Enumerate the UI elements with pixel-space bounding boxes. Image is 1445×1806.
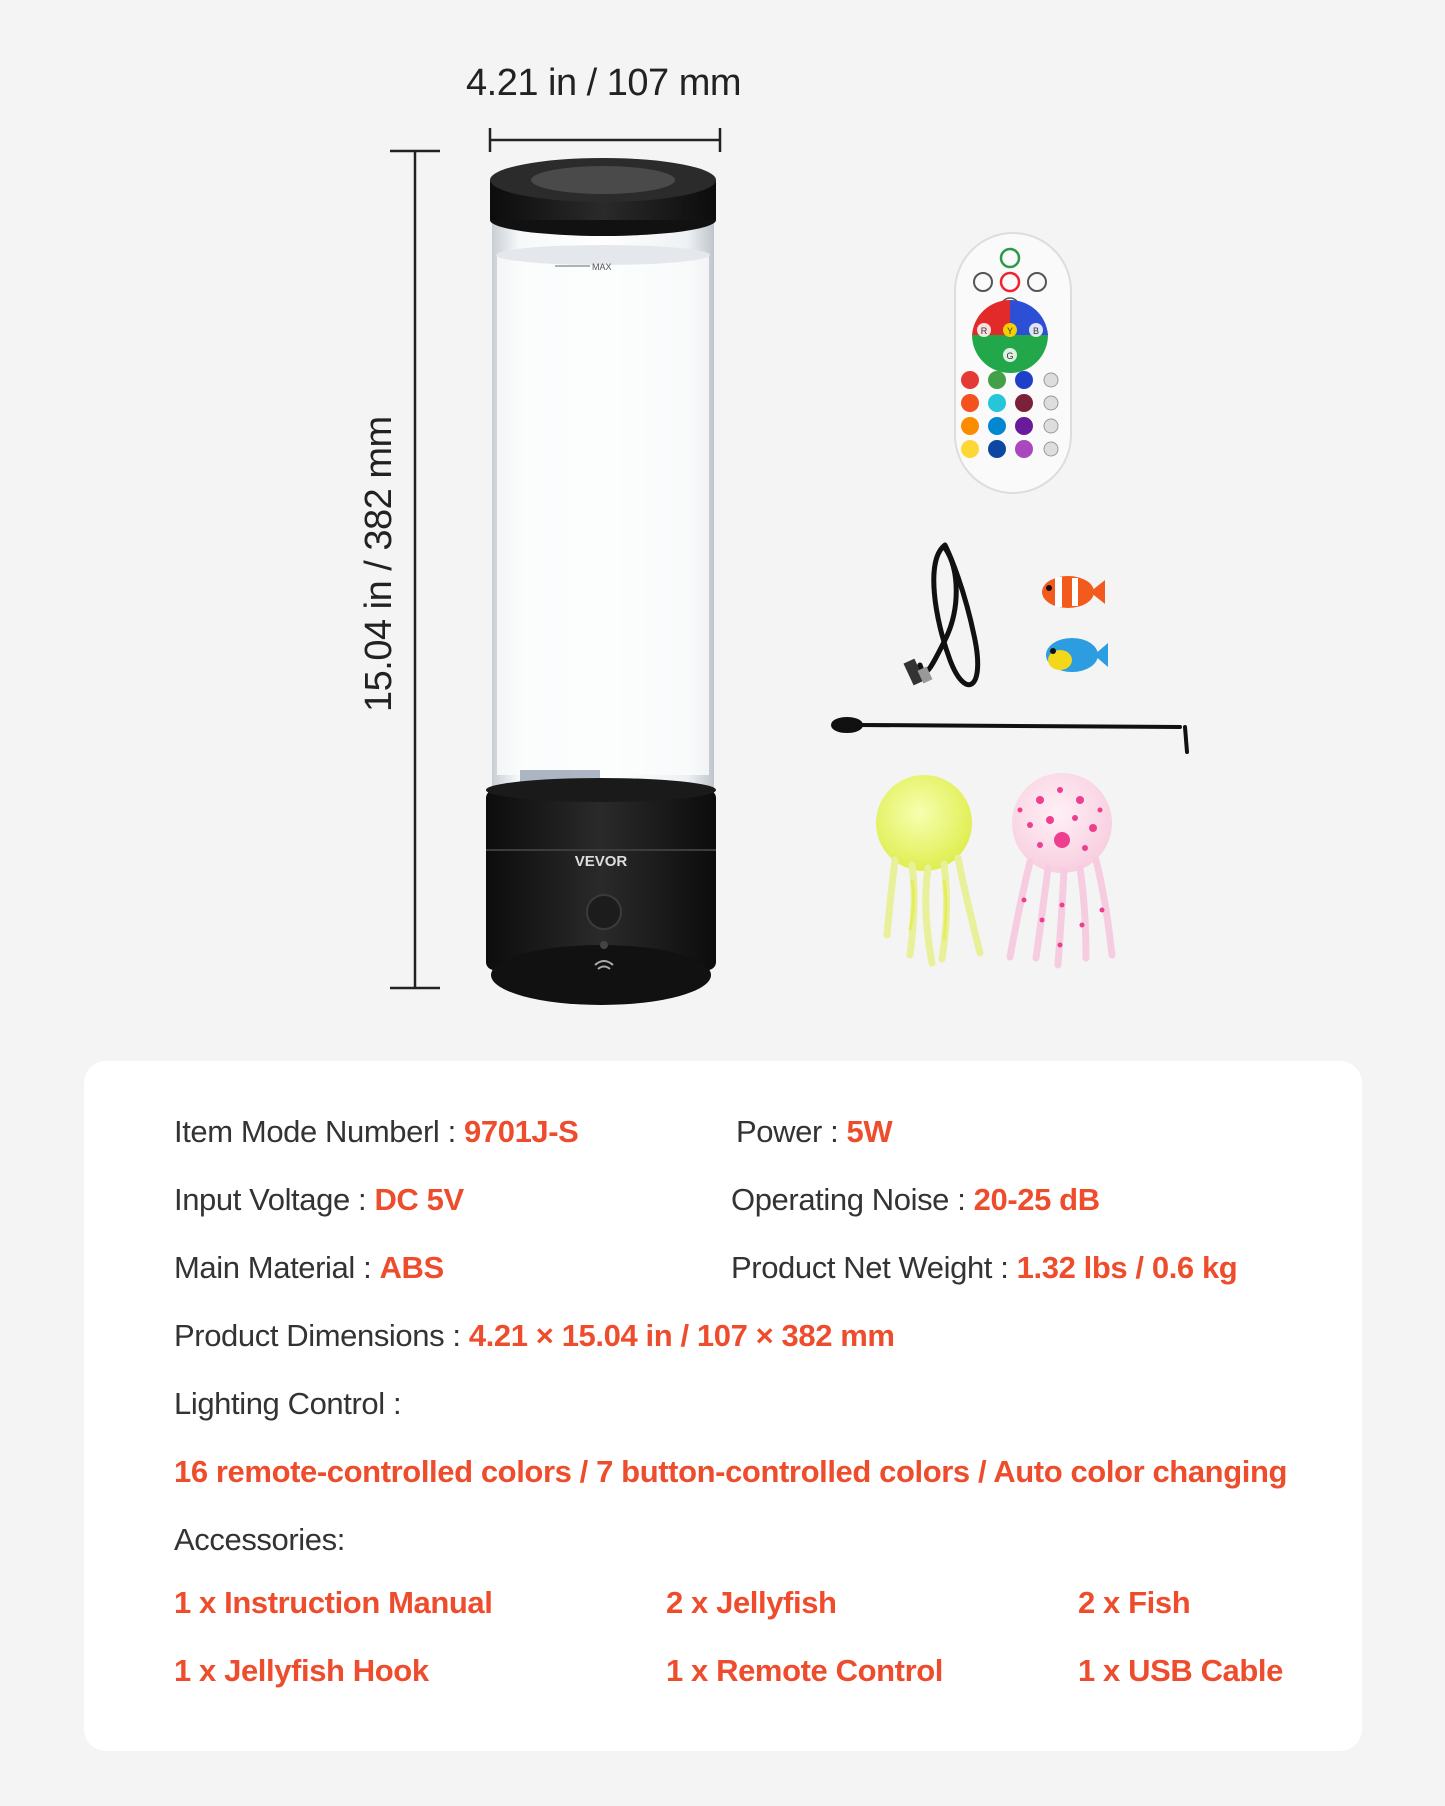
jellyfish-hook (833, 719, 1187, 752)
spec-voltage-value: DC 5V (374, 1182, 464, 1217)
spec-card (84, 1061, 1362, 1751)
lighting-control-label: Lighting Control : (174, 1386, 402, 1421)
svg-text:B: B (1032, 326, 1040, 336)
spec-noise (731, 1182, 1100, 1218)
bluefish-icon (1046, 638, 1108, 672)
accessory-item: 2 x Jellyfish (666, 1585, 837, 1620)
spec-noise-value: 20-25 dB (973, 1182, 1100, 1217)
lighting-control-value: 16 remote-controlled colors / 7 button-controlled colors / Auto color changing (174, 1454, 1288, 1489)
spec-weight (731, 1250, 1237, 1286)
clownfish-icon (1042, 576, 1105, 608)
max-mark: MAX (592, 262, 612, 272)
spec-model-label: Item Mode Numberl : (174, 1114, 465, 1149)
spec-weight-label: Product Net Weight : (731, 1250, 1017, 1285)
spec-weight-value: 1.32 lbs / 0.6 kg (1016, 1250, 1238, 1285)
spec-noise-label: Operating Noise : (731, 1182, 974, 1217)
spec-power-label: Power : (736, 1114, 847, 1149)
spec-power-value: 5W (846, 1114, 893, 1149)
spec-material-label: Main Material : (174, 1250, 380, 1285)
usb-cable (903, 545, 977, 685)
svg-text:G: G (1006, 351, 1014, 361)
spec-voltage (174, 1182, 464, 1218)
accessory-item: 2 x Fish (1078, 1585, 1191, 1620)
spec-material (174, 1250, 444, 1286)
spec-model-value: 9701J-S (464, 1114, 579, 1149)
spec-dimensions (174, 1318, 895, 1354)
accessory-item: 1 x Instruction Manual (174, 1585, 493, 1620)
pink-jellyfish-icon (1010, 773, 1112, 965)
spec-power (736, 1114, 892, 1150)
remote-control (955, 233, 1071, 493)
lamp-lid (490, 158, 716, 236)
svg-text:Y: Y (1006, 326, 1014, 336)
spec-voltage-label: Input Voltage : (174, 1182, 375, 1217)
width-dimension-label: 4.21 in / 107 mm (466, 62, 742, 104)
accessory-item: 1 x Remote Control (666, 1653, 944, 1688)
spec-material-value: ABS (379, 1250, 444, 1285)
power-button-icon (587, 895, 621, 929)
width-dimension-line (490, 128, 720, 152)
brand-logo: VEVOR (574, 853, 628, 870)
accessory-item: 1 x Jellyfish Hook (174, 1653, 429, 1688)
spec-dimensions-value: 4.21 × 15.04 in / 107 × 382 mm (468, 1318, 895, 1353)
accessory-item: 1 x USB Cable (1078, 1653, 1283, 1688)
lamp-tube (492, 205, 714, 805)
spec-dimensions-label: Product Dimensions : (174, 1318, 469, 1353)
svg-text:R: R (980, 326, 988, 336)
height-dimension-line (390, 151, 440, 988)
lamp-base (486, 778, 716, 1005)
accessories-label: Accessories: (174, 1522, 345, 1557)
height-dimension-label: 15.04 in / 382 mm (358, 416, 400, 712)
spec-model (174, 1114, 578, 1150)
yellow-jellyfish-icon (876, 775, 980, 963)
